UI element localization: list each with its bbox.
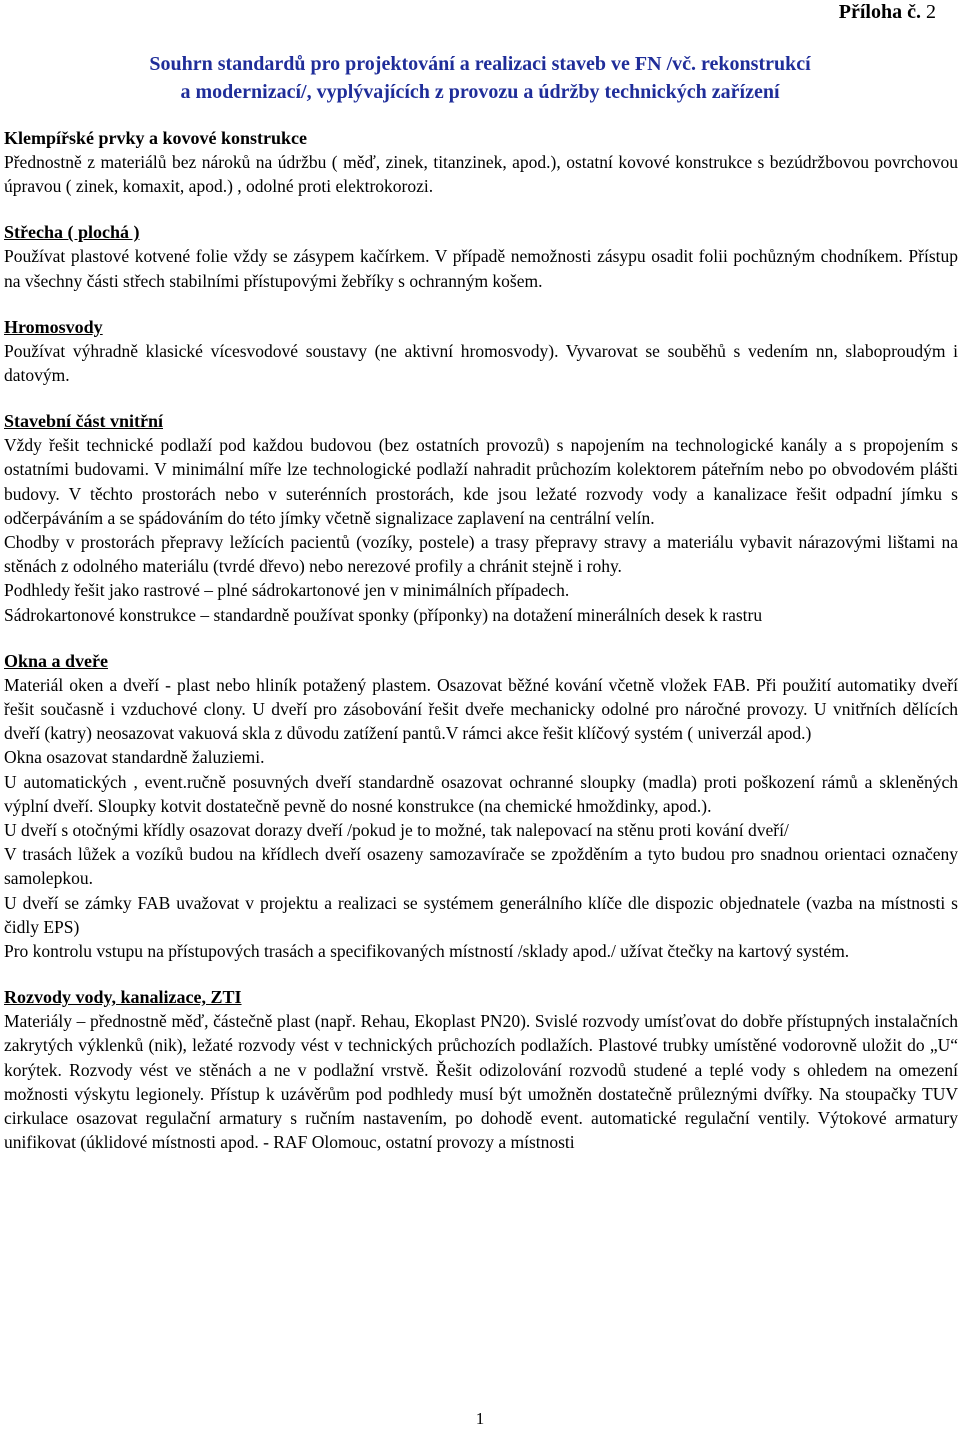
section-water-sewer <box>4 985 958 1154</box>
section-lightning-rods <box>4 315 958 387</box>
annex-text: Příloha č. <box>838 1 921 23</box>
section-metal-elements <box>4 126 958 198</box>
paragraph: Používat plastové kotvené folie vždy se zásypem kačírkem. V případě nemožnosti zásypu osadit folii pochůzným chodníkem. Přístup na všechny části střech stabilními přístupovými žebříky s ochranným košem. <box>4 246 958 291</box>
section-heading: Hromosvody <box>4 316 103 337</box>
paragraph: Materiály – přednostně měď, částečně plast (např. Rehau, Ekoplast PN20). Svislé rozvody umísťovat do dobře přístupných instalačních zakrytých výklenků (nik), ležaté rozvody vést v technických průchozích podlažích. Plastové trubky umístěné vodorovně uložit do „U“ korýtek. Rozvody vést ve stěnách a ne v podlažní vrstvě. Řešit odizolování rozvodů studené a teplé vody s ohledem na omezení možnosti výskytu legionely. Přístup k uzávěrům pod podhledy musí být umožněn dostatečně průleznými dvířky. Na stoupačky TUV cirkulace osazovat regulační armatury s ručním nastavením, po dohodě event. automatické regulační ventily. Výtokové armatury unifikovat (úklidové místnosti apod. - RAF Olomouc, ostatní provozy a místnosti <box>4 1011 958 1153</box>
document-title <box>0 50 960 106</box>
section-interior-construction <box>4 409 958 627</box>
section-heading: Klempířské prvky a kovové konstrukce <box>4 128 308 148</box>
paragraph: Materiál oken a dveří - plast nebo hliník potažený plastem. Osazovat běžné kování včetně vložek FAB. Při použití automatiky dveří řešit současně i vzduchové clony. U dveří pro zásobování řešit dveře mechanicky odolné pro náročné provozy. U vnitřních dělících dveří (katry) neosazovat vakuová skla z důvodu zatížení pantů.V rámci akce řešit klíčový systém ( univerzál apod.) <box>4 674 958 744</box>
annex-number: 2 <box>926 1 936 23</box>
paragraph: U dveří s otočnými křídly osazovat dorazy dveří /pokud je to možné, tak nalepovací na stěnu proti kování dveří/ <box>4 820 789 841</box>
section-flat-roof <box>4 220 958 292</box>
section-heading: Střecha ( plochá ) <box>4 222 140 243</box>
paragraph: Podhledy řešit jako rastrové – plné sádrokartonové jen v minimálních případech. <box>4 580 570 601</box>
section-windows-doors <box>4 649 958 963</box>
paragraph: Používat výhradně klasické vícesvodové soustavy (ne aktivní hromosvody). Vyvarovat se souběhů s vedením nn, slaboproudým i datovým. <box>4 340 958 386</box>
paragraph: Přednostně z materiálů bez nároků na údržbu ( měď, zinek, titanzinek, apod.), ostatní kovové konstrukce s bezúdržbovou povrchovou úpravou ( zinek, komaxit, apod.) , odolné proti elektrokorozi. <box>4 152 958 197</box>
paragraph: U dveří se zámky FAB uvažovat v projektu a realizaci se systémem generálního klíče dle dispozic objednatele (vazba na místnosti s čidly EPS) <box>4 892 958 937</box>
section-heading: Stavební část vnitřní <box>4 411 164 432</box>
section-heading: Okna a dveře <box>4 650 109 671</box>
paragraph: Okna osazovat standardně žaluziemi. <box>4 747 265 768</box>
title-line-2: a modernizací/, vyplývajících z provozu a údržby technických zařízení <box>180 81 780 103</box>
paragraph: Chodby v prostorách přepravy ležících pacientů (vozíky, postele) a trasy přepravy stravy a materiálu vybavit nárazovými lištami na stěnách z odolného materiálu (tvrdé dřevo) nebo nerezové profily a chránit stejně i rohy. <box>4 532 958 577</box>
page-number: 1 <box>475 1409 485 1428</box>
annex-label <box>839 0 936 24</box>
paragraph: Pro kontrolu vstupu na přístupových trasách a specifikovaných místností /sklady apod./ užívat čtečky na kartový systém. <box>4 941 850 962</box>
paragraph: V trasách lůžek a vozíků budou na křídlech dveří osazeny samozavírače se zpožděním a tyto budou pro snadnou orientaci označeny samolepkou. <box>4 844 958 889</box>
paragraph: U automatických , event.ručně posuvných dveří standardně osazovat ochranné sloupky (madla) proti poškození rámů a skleněných výplní dveří. Sloupky kotvit dostatečně pevně do nosné konstrukce (na chemické hmoždinky, apod.). <box>4 771 958 816</box>
paragraph: Sádrokartonové konstrukce – standardně používat sponky (příponky) na dotažení minerálních desek k rastru <box>4 604 763 625</box>
document-body <box>4 126 958 1155</box>
paragraph: Vždy řešit technické podlaží pod každou budovou (bez ostatních provozů) s napojením na technologické kanály a s propojením s ostatními budovami. V minimální míře lze technologické podlaží nahradit průchozím kolektorem páteřním nebo po obvodovém plášti budovy. V těchto prostorách nebo v suterénních prostorách, kde jsou ležaté rozvody vody a kanalizace řešit odpadní jímku s odčerpáváním a se spádováním do této jímky včetně signalizace zaplavení na centrální velín. <box>4 435 958 528</box>
section-heading: Rozvody vody, kanalizace, ZTI <box>4 987 242 1008</box>
title-line-1: Souhrn standardů pro projektování a realizaci staveb ve FN /vč. rekonstrukcí <box>149 53 811 75</box>
